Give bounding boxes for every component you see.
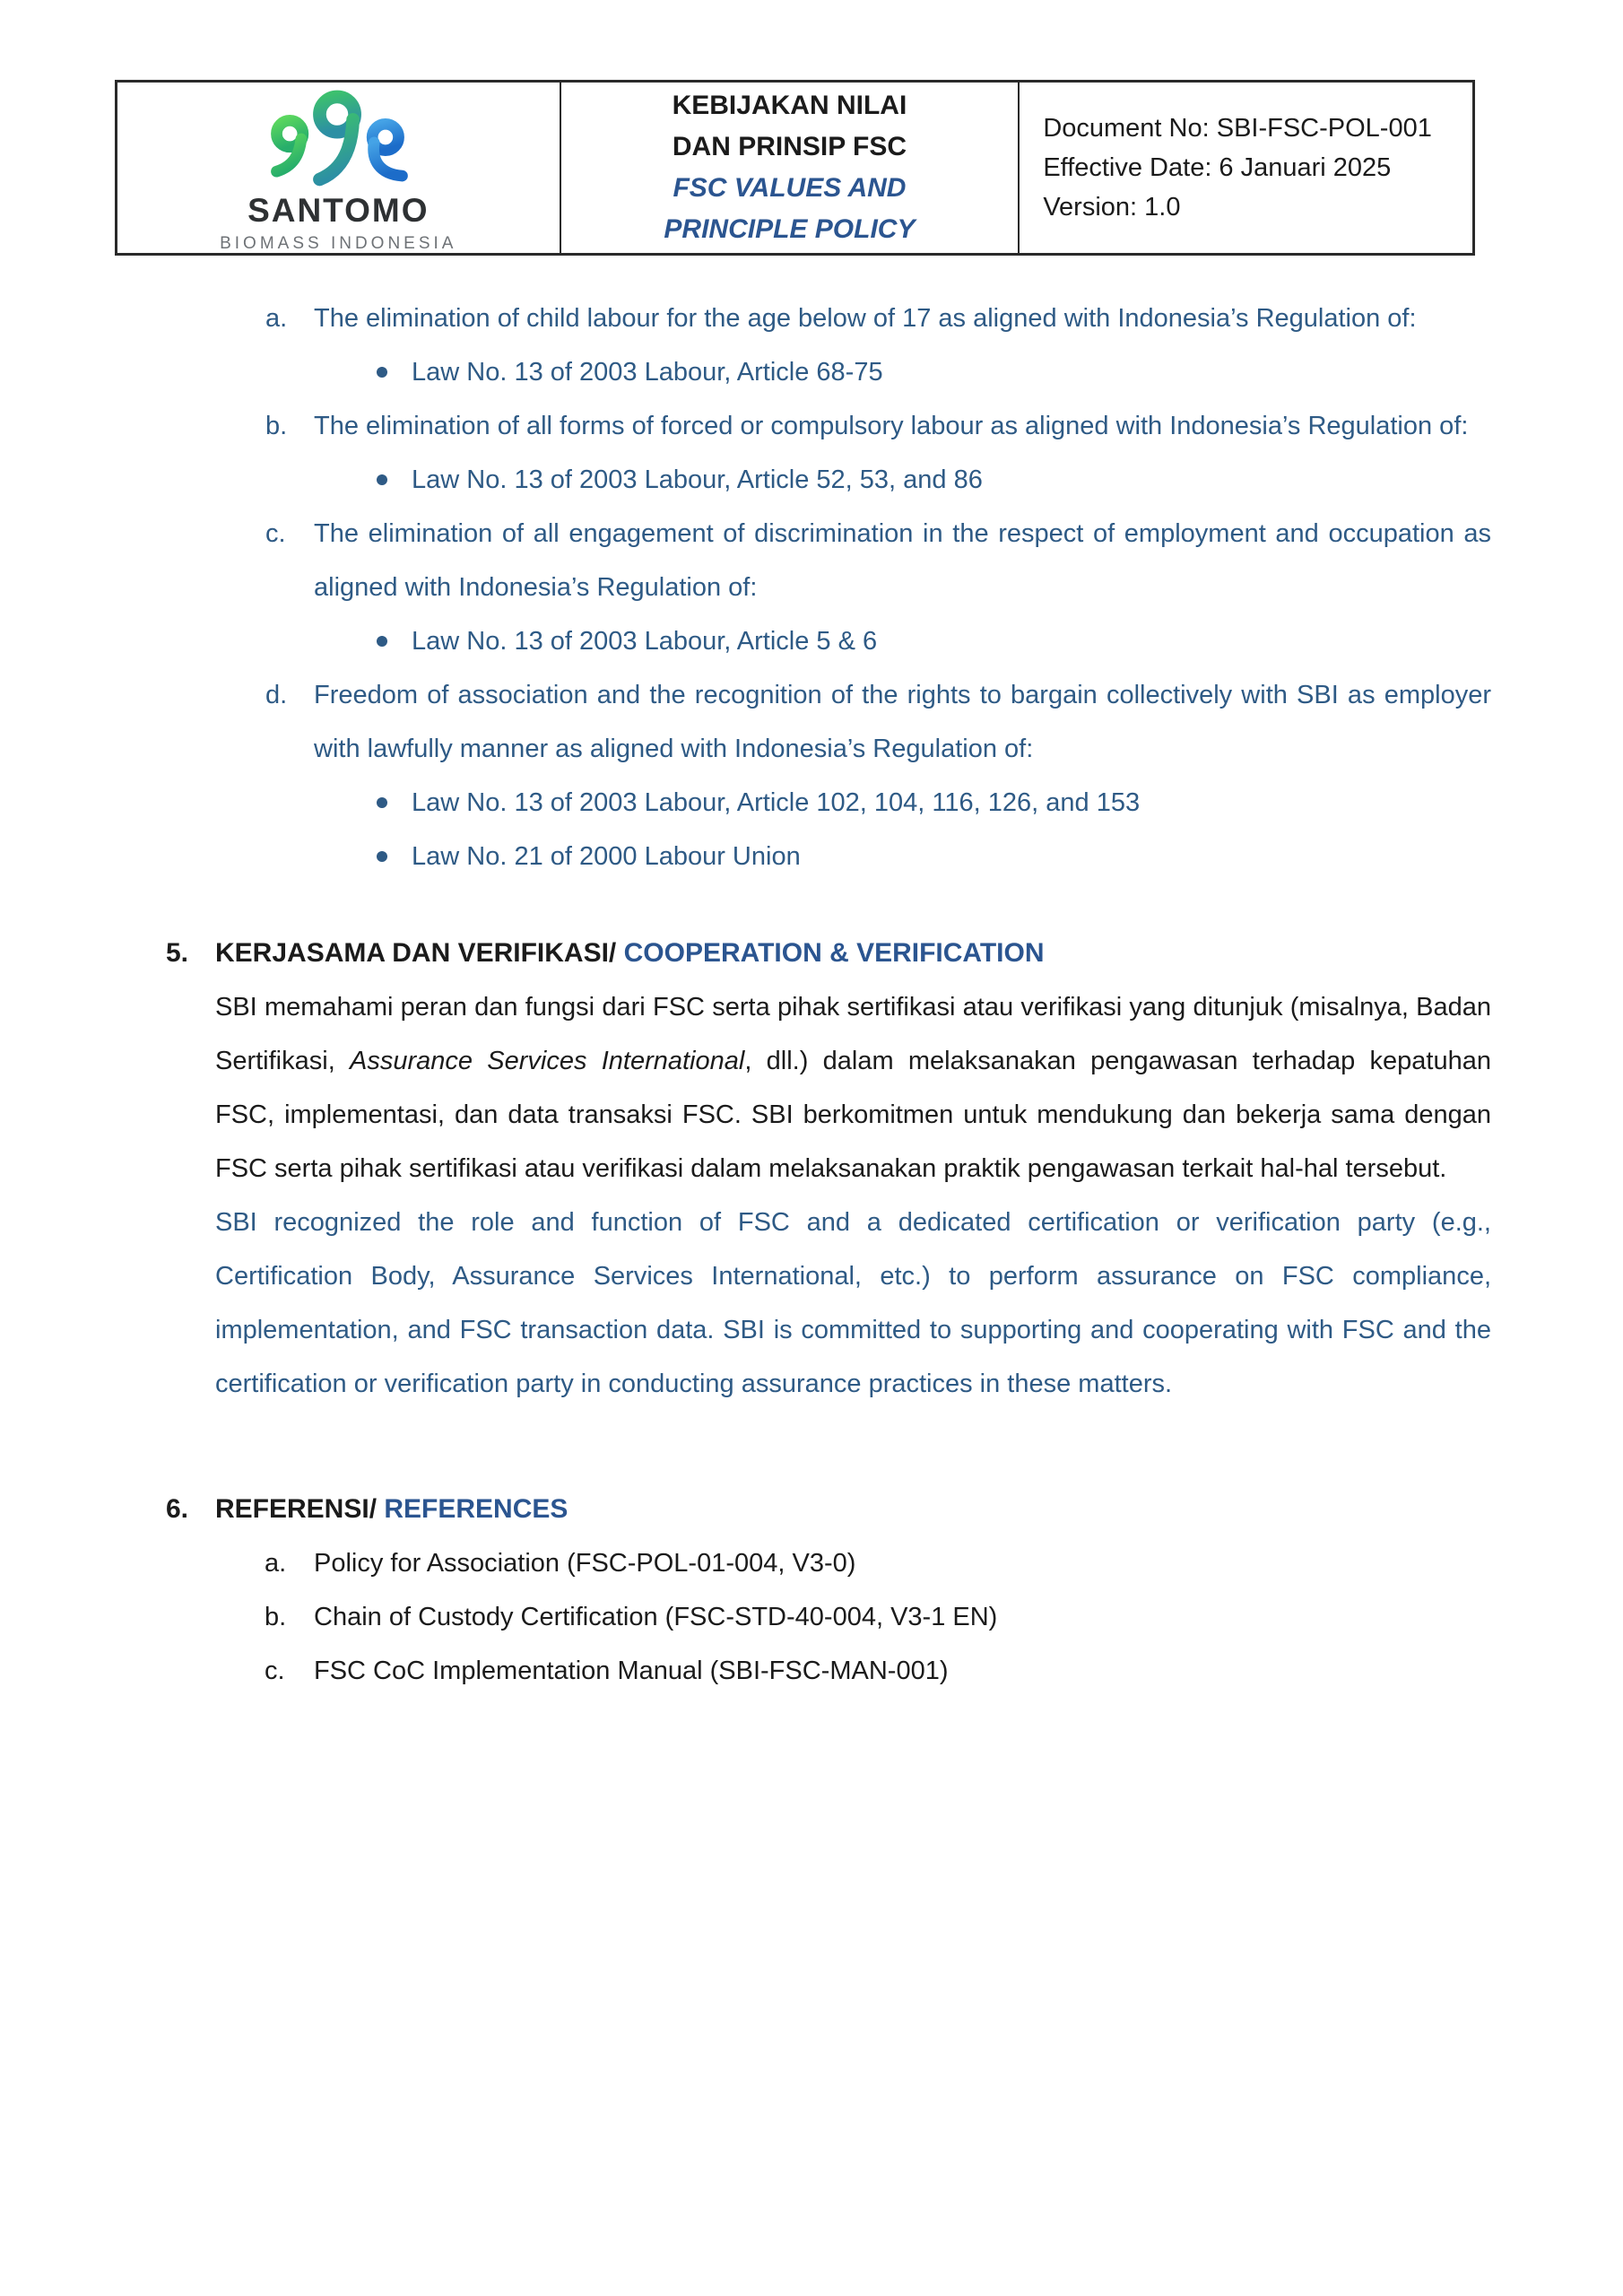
list-item-letter: b.: [265, 412, 288, 440]
logo-cell: [117, 83, 560, 253]
list-item-text: Freedom of association and the recognition of the rights to bargain collectively with SBI as employer with lawfully manner as aligned with Indonesia’s Regulation of:: [314, 681, 1491, 763]
title-cell: [560, 83, 1020, 253]
bullet-text: Law No. 13 of 2003 Labour, Article 52, 53, and 86: [412, 465, 983, 494]
reference-letter: b.: [265, 1603, 287, 1631]
reference-text: Policy for Association (FSC-POL-01-004, V3-0): [314, 1549, 856, 1578]
doc-title-id-line2: DAN PRINSIP FSC: [672, 132, 907, 161]
section6-number: 6.: [166, 1494, 189, 1524]
santomo-logo: [220, 83, 456, 254]
list-item-letter: a.: [265, 304, 288, 333]
bullet-text: Law No. 13 of 2003 Labour, Article 68-75: [412, 358, 883, 387]
paragraph-text: , dll.) dalam melaksanakan pengawasan terhadap kepatuhan FSC, implementasi, dan data transaksi FSC. SBI berkomitmen untuk mendukung dan bekerja sama dengan FSC serta pihak sertifikasi atau verifikasi dalam melaksanakan praktik pengawasan terkait hal-hal tersebut.: [215, 1047, 1491, 1183]
section6-heading: [166, 1483, 1491, 1536]
bullet-text: Law No. 13 of 2003 Labour, Article 102, 104, 116, 126, and 153: [412, 788, 1141, 817]
reference-letter: a.: [265, 1549, 287, 1578]
list-item-text: The elimination of all engagement of discrimination in the respect of employment and occupation as aligned with Indonesia’s Regulation of:: [314, 519, 1491, 602]
section5-title: [215, 926, 1045, 980]
section6-title: [215, 1483, 568, 1536]
document-header: [115, 80, 1475, 256]
doc-info-cell: [1020, 83, 1472, 253]
reference-item: [265, 1590, 1491, 1644]
section6-title-id: REFERENSI/: [215, 1494, 378, 1524]
reference-text: Chain of Custody Certification (FSC-STD-40-004, V3-1 EN): [314, 1603, 998, 1631]
list-item-letter: d.: [265, 681, 288, 709]
doc-effective-date: Effective Date: 6 Januari 2025: [1043, 153, 1392, 182]
list-item-text: The elimination of child labour for the age below of 17 as aligned with Indonesia’s Regulation of:: [314, 304, 1417, 333]
bullet-icon: [377, 851, 387, 862]
logo-subtitle-text: BIOMASS INDONESIA: [220, 233, 457, 253]
doc-title-en-line2: PRINCIPLE POLICY: [664, 214, 916, 244]
bullet-item: [412, 345, 1491, 399]
bullet-icon: [377, 636, 387, 647]
list-item: [265, 399, 1491, 453]
section5-title-en: COOPERATION & VERIFICATION: [623, 938, 1045, 968]
list-item: [265, 291, 1491, 345]
doc-version: Version: 1.0: [1043, 193, 1181, 222]
logo-mark-icon: [255, 83, 421, 192]
section6-title-en: REFERENCES: [384, 1494, 568, 1524]
bullet-text: Law No. 21 of 2000 Labour Union: [412, 842, 801, 871]
section5-title-id: KERJASAMA DAN VERIFIKASI/: [215, 938, 617, 968]
section5-heading: [166, 926, 1491, 980]
paragraph-text: SBI memahami peran dan fungsi dari FSC serta pihak sertifikasi atau verifikasi yang ditunjuk (misalnya, Badan Sertifikasi,: [215, 993, 1491, 1075]
bullet-item: [412, 830, 1491, 883]
logo-brand-text: SANTOMO: [247, 191, 430, 229]
document-body: [166, 291, 1491, 1698]
reference-letter: c.: [265, 1657, 285, 1685]
bullet-icon: [377, 367, 387, 378]
bullet-item: [412, 776, 1491, 830]
doc-number: Document No: SBI-FSC-POL-001: [1043, 114, 1432, 143]
list-item-text: The elimination of all forms of forced or compulsory labour as aligned with Indonesia’s Regulation of:: [314, 412, 1469, 440]
bullet-icon: [377, 474, 387, 485]
section5-paragraph-id: [215, 980, 1491, 1196]
reference-item: [265, 1644, 1491, 1698]
bullet-icon: [377, 797, 387, 808]
bullet-item: [412, 453, 1491, 507]
list-item-letter: c.: [265, 519, 286, 548]
doc-title-id-line1: KEBIJAKAN NILAI: [672, 91, 907, 120]
doc-title-en-line1: FSC VALUES AND: [673, 173, 907, 203]
paragraph-italic-text: Assurance Services International: [350, 1047, 745, 1075]
list-item: [265, 668, 1491, 776]
bullet-text: Law No. 13 of 2003 Labour, Article 5 & 6: [412, 627, 878, 656]
reference-item: [265, 1536, 1491, 1590]
bullet-item: [412, 614, 1491, 668]
section5-number: 5.: [166, 938, 189, 968]
reference-text: FSC CoC Implementation Manual (SBI-FSC-MAN-001): [314, 1657, 949, 1685]
section5-paragraph-en: SBI recognized the role and function of FSC and a dedicated certification or verification party (e.g., Certification Body, Assurance Services International, etc.) to perform assurance on FSC compliance, implementation, and FSC transaction data. SBI is committed to supporting and cooperating with FSC and the certification or verification party in conducting assurance practices in these matters.: [215, 1208, 1491, 1398]
list-item: [265, 507, 1491, 614]
